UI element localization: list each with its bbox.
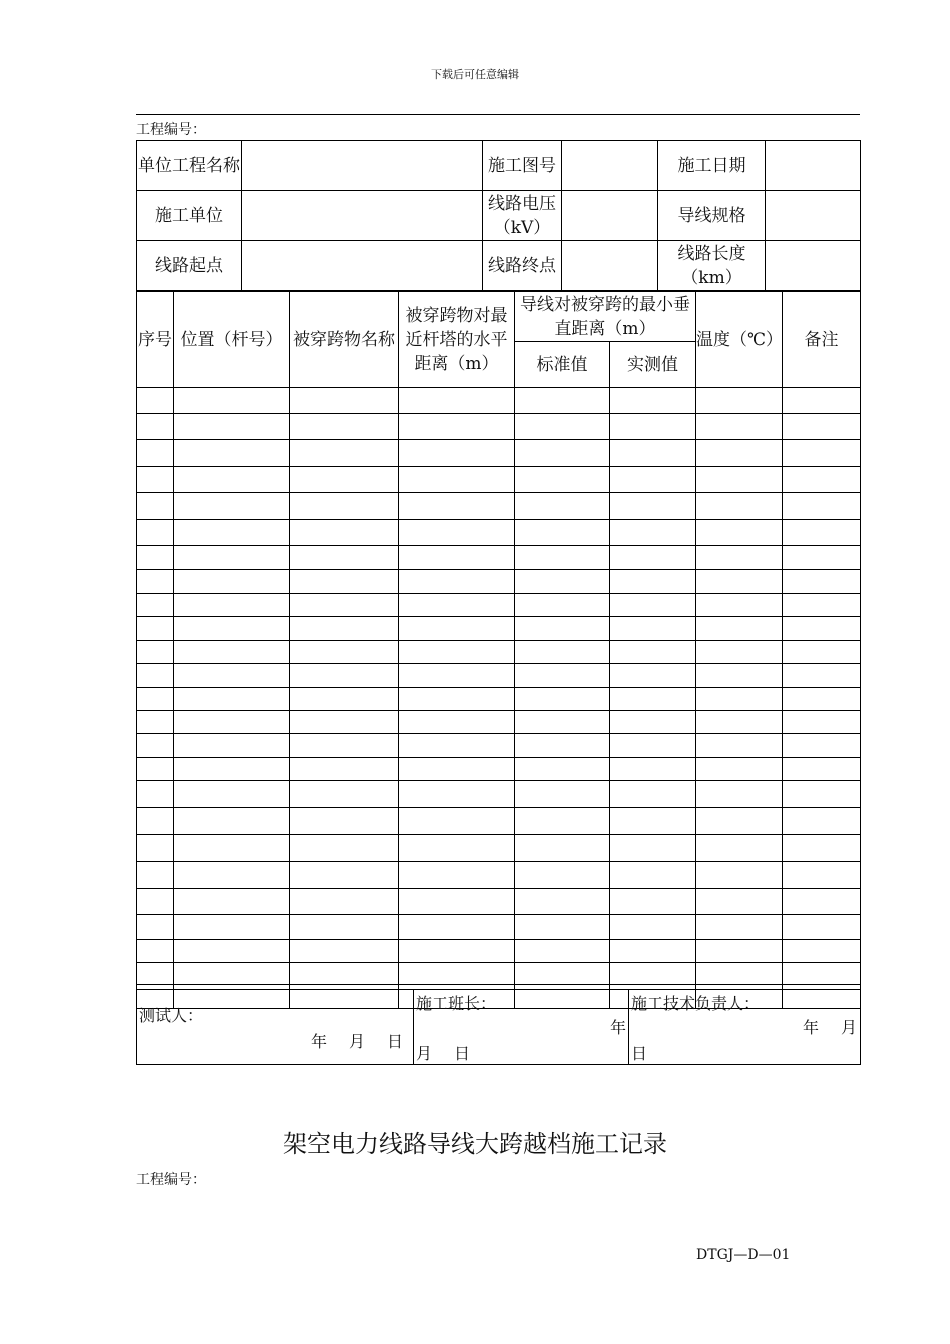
project-info-table	[136, 140, 861, 291]
tester-label: 测试人：	[139, 1006, 204, 1025]
line-length-label: 线路长度（km）	[658, 241, 766, 291]
table-cell[interactable]	[290, 493, 399, 520]
table-cell[interactable]	[610, 711, 696, 734]
table-cell[interactable]	[174, 617, 290, 641]
table-cell[interactable]	[290, 734, 399, 758]
table-cell[interactable]	[696, 915, 783, 940]
table-row	[137, 493, 861, 520]
table-row	[137, 664, 861, 688]
table-cell[interactable]	[399, 963, 515, 985]
table-row	[137, 388, 861, 414]
tester-year: 年	[311, 1032, 328, 1051]
table-cell[interactable]	[174, 734, 290, 758]
table-cell[interactable]	[515, 688, 610, 711]
table-cell[interactable]	[137, 520, 174, 546]
table-cell[interactable]	[137, 940, 174, 963]
signature-table	[136, 989, 861, 1065]
col-crossed-object: 被穿跨物名称	[290, 292, 399, 388]
table-cell[interactable]	[399, 664, 515, 688]
table-cell[interactable]	[515, 915, 610, 940]
table-cell[interactable]	[290, 664, 399, 688]
col-seq: 序号	[137, 292, 174, 388]
table-cell[interactable]	[174, 915, 290, 940]
col-horizontal-distance: 被穿跨物对最近杆塔的水平距离（m）	[399, 292, 515, 388]
download-note: 下载后可任意编辑	[431, 68, 519, 81]
table-cell[interactable]	[137, 734, 174, 758]
table-cell[interactable]	[290, 617, 399, 641]
table-cell[interactable]	[399, 440, 515, 467]
table-row	[137, 711, 861, 734]
unit-project-name-label: 单位工程名称	[137, 141, 242, 191]
tech-lead-month: 月	[841, 1018, 858, 1037]
table-cell[interactable]	[610, 520, 696, 546]
table-cell[interactable]	[174, 414, 290, 440]
table-cell[interactable]	[137, 781, 174, 808]
table-cell[interactable]	[515, 594, 610, 617]
table-cell[interactable]	[783, 493, 861, 520]
table-cell[interactable]	[399, 862, 515, 889]
table-cell[interactable]	[696, 688, 783, 711]
table-cell[interactable]	[290, 915, 399, 940]
table-cell[interactable]	[515, 617, 610, 641]
table-cell[interactable]	[137, 758, 174, 781]
table-cell[interactable]	[290, 570, 399, 594]
table-cell[interactable]	[515, 862, 610, 889]
table-cell[interactable]	[783, 688, 861, 711]
table-row	[137, 440, 861, 467]
table-cell[interactable]	[696, 440, 783, 467]
table-cell[interactable]	[783, 889, 861, 915]
table-cell[interactable]	[290, 594, 399, 617]
table-cell[interactable]	[610, 414, 696, 440]
conductor-spec-value[interactable]	[766, 191, 861, 241]
table-cell[interactable]	[137, 467, 174, 493]
table-row	[137, 617, 861, 641]
table-cell[interactable]	[610, 781, 696, 808]
table-cell[interactable]	[174, 594, 290, 617]
table-row	[137, 781, 861, 808]
table-cell[interactable]	[399, 414, 515, 440]
table-row	[137, 688, 861, 711]
table-cell[interactable]	[137, 641, 174, 664]
table-cell[interactable]	[515, 758, 610, 781]
table-cell[interactable]	[610, 617, 696, 641]
table-cell[interactable]	[515, 889, 610, 915]
col-position: 位置（杆号）	[174, 292, 290, 388]
tester-day: 日	[387, 1032, 404, 1051]
team-leader-day: 日	[454, 1044, 471, 1063]
table-cell[interactable]	[515, 570, 610, 594]
table-cell[interactable]	[290, 688, 399, 711]
conductor-spec-label: 导线规格	[658, 191, 766, 241]
table-cell[interactable]	[137, 414, 174, 440]
table-cell[interactable]	[783, 862, 861, 889]
table-cell[interactable]	[290, 835, 399, 862]
table-cell[interactable]	[515, 963, 610, 985]
table-cell[interactable]	[137, 493, 174, 520]
table-cell[interactable]	[696, 520, 783, 546]
table-row	[137, 520, 861, 546]
tech-lead-year: 年	[803, 1018, 820, 1037]
table-cell[interactable]	[174, 664, 290, 688]
team-leader-month: 月	[416, 1044, 433, 1063]
table-cell[interactable]	[610, 440, 696, 467]
table-cell[interactable]	[783, 808, 861, 835]
table-cell[interactable]	[610, 493, 696, 520]
table-cell[interactable]	[610, 734, 696, 758]
table-cell[interactable]	[515, 835, 610, 862]
table-cell[interactable]	[610, 889, 696, 915]
table-cell[interactable]	[696, 641, 783, 664]
form-title: 架空电力线路导线大跨越档施工记录	[283, 1130, 667, 1158]
document-code: DTGJ—D—01	[696, 1247, 791, 1263]
table-row	[137, 570, 861, 594]
table-row	[137, 835, 861, 862]
table-cell[interactable]	[290, 808, 399, 835]
line-start-value[interactable]	[242, 241, 483, 291]
table-row	[137, 414, 861, 440]
table-cell[interactable]	[783, 940, 861, 963]
table-cell[interactable]	[783, 617, 861, 641]
table-cell[interactable]	[783, 570, 861, 594]
table-cell[interactable]	[137, 711, 174, 734]
table-cell[interactable]	[696, 493, 783, 520]
table-cell[interactable]	[696, 388, 783, 414]
table-cell[interactable]	[515, 808, 610, 835]
table-cell[interactable]	[137, 570, 174, 594]
table-cell[interactable]	[290, 889, 399, 915]
table-cell[interactable]	[696, 664, 783, 688]
table-cell[interactable]	[610, 835, 696, 862]
table-cell[interactable]	[696, 570, 783, 594]
line-voltage-label: 线路电压（kV）	[483, 191, 562, 241]
table-cell[interactable]	[137, 440, 174, 467]
table-cell[interactable]	[137, 835, 174, 862]
table-cell[interactable]	[696, 546, 783, 570]
drawing-no-value[interactable]	[562, 141, 658, 191]
table-cell[interactable]	[783, 440, 861, 467]
table-cell[interactable]	[399, 570, 515, 594]
table-cell[interactable]	[399, 388, 515, 414]
table-cell[interactable]	[137, 594, 174, 617]
table-row	[137, 546, 861, 570]
table-cell[interactable]	[137, 808, 174, 835]
table-row	[137, 915, 861, 940]
table-cell[interactable]	[174, 862, 290, 889]
col-standard-value: 标准值	[515, 342, 610, 388]
table-cell[interactable]	[399, 546, 515, 570]
table-cell[interactable]	[290, 520, 399, 546]
table-cell[interactable]	[610, 915, 696, 940]
table-cell[interactable]	[696, 467, 783, 493]
table-cell[interactable]	[399, 520, 515, 546]
table-cell[interactable]	[783, 664, 861, 688]
tester-cell[interactable]	[137, 990, 414, 1065]
table-cell[interactable]	[399, 594, 515, 617]
table-cell[interactable]	[696, 835, 783, 862]
table-cell[interactable]	[696, 594, 783, 617]
table-cell[interactable]	[137, 388, 174, 414]
table-cell[interactable]	[783, 915, 861, 940]
table-cell[interactable]	[696, 808, 783, 835]
table-cell[interactable]	[290, 467, 399, 493]
table-cell[interactable]	[696, 781, 783, 808]
project-number-label-2: 工程编号：	[136, 1172, 206, 1188]
table-cell[interactable]	[174, 963, 290, 985]
table-cell[interactable]	[610, 940, 696, 963]
table-cell[interactable]	[137, 963, 174, 985]
table-cell[interactable]	[399, 734, 515, 758]
table-cell[interactable]	[174, 758, 290, 781]
table-cell[interactable]	[399, 889, 515, 915]
table-cell[interactable]	[610, 546, 696, 570]
table-cell[interactable]	[399, 808, 515, 835]
drawing-no-label: 施工图号	[483, 141, 562, 191]
tech-lead-cell[interactable]	[629, 990, 861, 1065]
table-cell[interactable]	[783, 414, 861, 440]
team-leader-label: 施工班长：	[416, 994, 497, 1013]
table-cell[interactable]	[174, 889, 290, 915]
line-start-label: 线路起点	[137, 241, 242, 291]
table-cell[interactable]	[174, 546, 290, 570]
tester-month: 月	[349, 1032, 366, 1051]
table-cell[interactable]	[610, 641, 696, 664]
table-cell[interactable]	[783, 835, 861, 862]
table-cell[interactable]	[783, 758, 861, 781]
table-cell[interactable]	[174, 570, 290, 594]
table-cell[interactable]	[290, 711, 399, 734]
table-cell[interactable]	[174, 467, 290, 493]
table-cell[interactable]	[783, 388, 861, 414]
table-cell[interactable]	[783, 594, 861, 617]
table-cell[interactable]	[515, 414, 610, 440]
table-cell[interactable]	[137, 889, 174, 915]
table-cell[interactable]	[290, 781, 399, 808]
table-cell[interactable]	[137, 664, 174, 688]
unit-project-name-value[interactable]	[242, 141, 483, 191]
table-cell[interactable]	[399, 641, 515, 664]
project-number-label: 工程编号：	[136, 122, 206, 138]
table-cell[interactable]	[137, 688, 174, 711]
table-cell[interactable]	[174, 520, 290, 546]
table-cell[interactable]	[515, 781, 610, 808]
line-length-value[interactable]	[766, 241, 861, 291]
tech-lead-label: 施工技术负责人：	[631, 994, 760, 1013]
table-cell[interactable]	[515, 711, 610, 734]
table-cell[interactable]	[290, 546, 399, 570]
table-cell[interactable]	[137, 546, 174, 570]
table-cell[interactable]	[399, 711, 515, 734]
table-cell[interactable]	[515, 440, 610, 467]
table-cell[interactable]	[137, 617, 174, 641]
table-cell[interactable]	[290, 641, 399, 664]
table-row	[137, 862, 861, 889]
table-cell[interactable]	[696, 940, 783, 963]
table-cell[interactable]	[174, 388, 290, 414]
table-cell[interactable]	[610, 963, 696, 985]
table-cell[interactable]	[696, 862, 783, 889]
table-row	[137, 467, 861, 493]
table-cell[interactable]	[515, 388, 610, 414]
col-vertical-distance: 导线对被穿跨的最小垂直距离（m）	[515, 292, 696, 342]
table-cell[interactable]	[696, 963, 783, 985]
crossing-record-table	[136, 291, 861, 1009]
table-cell[interactable]	[610, 688, 696, 711]
table-cell[interactable]	[696, 711, 783, 734]
table-cell[interactable]	[399, 940, 515, 963]
table-cell[interactable]	[610, 388, 696, 414]
team-leader-year: 年	[610, 1018, 627, 1037]
table-cell[interactable]	[515, 520, 610, 546]
table-cell[interactable]	[696, 734, 783, 758]
table-cell[interactable]	[515, 734, 610, 758]
table-row	[137, 940, 861, 963]
table-cell[interactable]	[174, 688, 290, 711]
construction-unit-label: 施工单位	[137, 191, 242, 241]
table-cell[interactable]	[610, 664, 696, 688]
table-cell[interactable]	[515, 467, 610, 493]
table-cell[interactable]	[399, 915, 515, 940]
table-cell[interactable]	[399, 493, 515, 520]
table-cell[interactable]	[783, 641, 861, 664]
table-cell[interactable]	[399, 467, 515, 493]
table-cell[interactable]	[783, 963, 861, 985]
table-row	[137, 889, 861, 915]
table-cell[interactable]	[783, 467, 861, 493]
table-cell[interactable]	[399, 688, 515, 711]
table-cell[interactable]	[610, 467, 696, 493]
table-cell[interactable]	[696, 889, 783, 915]
construction-date-label: 施工日期	[658, 141, 766, 191]
table-cell[interactable]	[399, 758, 515, 781]
table-cell[interactable]	[610, 594, 696, 617]
table-cell[interactable]	[174, 940, 290, 963]
table-cell[interactable]	[174, 641, 290, 664]
table-row	[137, 641, 861, 664]
table-cell[interactable]	[137, 915, 174, 940]
table-cell[interactable]	[174, 781, 290, 808]
table-cell[interactable]	[783, 520, 861, 546]
table-cell[interactable]	[783, 781, 861, 808]
table-cell[interactable]	[783, 734, 861, 758]
table-row	[137, 734, 861, 758]
table-cell[interactable]	[290, 388, 399, 414]
table-cell[interactable]	[515, 493, 610, 520]
line-end-label: 线路终点	[483, 241, 562, 291]
table-cell[interactable]	[174, 835, 290, 862]
table-cell[interactable]	[783, 711, 861, 734]
table-cell[interactable]	[610, 862, 696, 889]
table-cell[interactable]	[174, 440, 290, 467]
table-cell[interactable]	[290, 758, 399, 781]
construction-date-value[interactable]	[766, 141, 861, 191]
table-cell[interactable]	[696, 414, 783, 440]
col-remarks: 备注	[783, 292, 861, 388]
table-cell[interactable]	[290, 940, 399, 963]
table-cell[interactable]	[290, 414, 399, 440]
table-row	[137, 963, 861, 985]
table-cell[interactable]	[783, 546, 861, 570]
col-measured-value: 实测值	[610, 342, 696, 388]
table-cell[interactable]	[696, 617, 783, 641]
table-cell[interactable]	[290, 862, 399, 889]
line-voltage-value[interactable]	[562, 191, 658, 241]
top-rule	[136, 114, 860, 115]
table-cell[interactable]	[610, 808, 696, 835]
table-row	[137, 758, 861, 781]
table-cell[interactable]	[174, 808, 290, 835]
table-cell[interactable]	[290, 963, 399, 985]
table-row	[137, 594, 861, 617]
table-cell[interactable]	[137, 862, 174, 889]
table-cell[interactable]	[610, 570, 696, 594]
table-cell[interactable]	[174, 711, 290, 734]
table-row	[137, 808, 861, 835]
line-end-value[interactable]	[562, 241, 658, 291]
table-cell[interactable]	[515, 940, 610, 963]
table-cell[interactable]	[515, 664, 610, 688]
table-cell[interactable]	[174, 493, 290, 520]
col-temperature: 温度（℃）	[696, 292, 783, 388]
table-cell[interactable]	[610, 758, 696, 781]
table-cell[interactable]	[399, 835, 515, 862]
tech-lead-day: 日	[631, 1044, 648, 1063]
table-cell[interactable]	[515, 641, 610, 664]
team-leader-cell[interactable]	[414, 990, 629, 1065]
table-cell[interactable]	[399, 617, 515, 641]
construction-unit-value[interactable]	[242, 191, 483, 241]
table-cell[interactable]	[696, 758, 783, 781]
table-cell[interactable]	[290, 440, 399, 467]
table-cell[interactable]	[515, 546, 610, 570]
table-cell[interactable]	[399, 781, 515, 808]
